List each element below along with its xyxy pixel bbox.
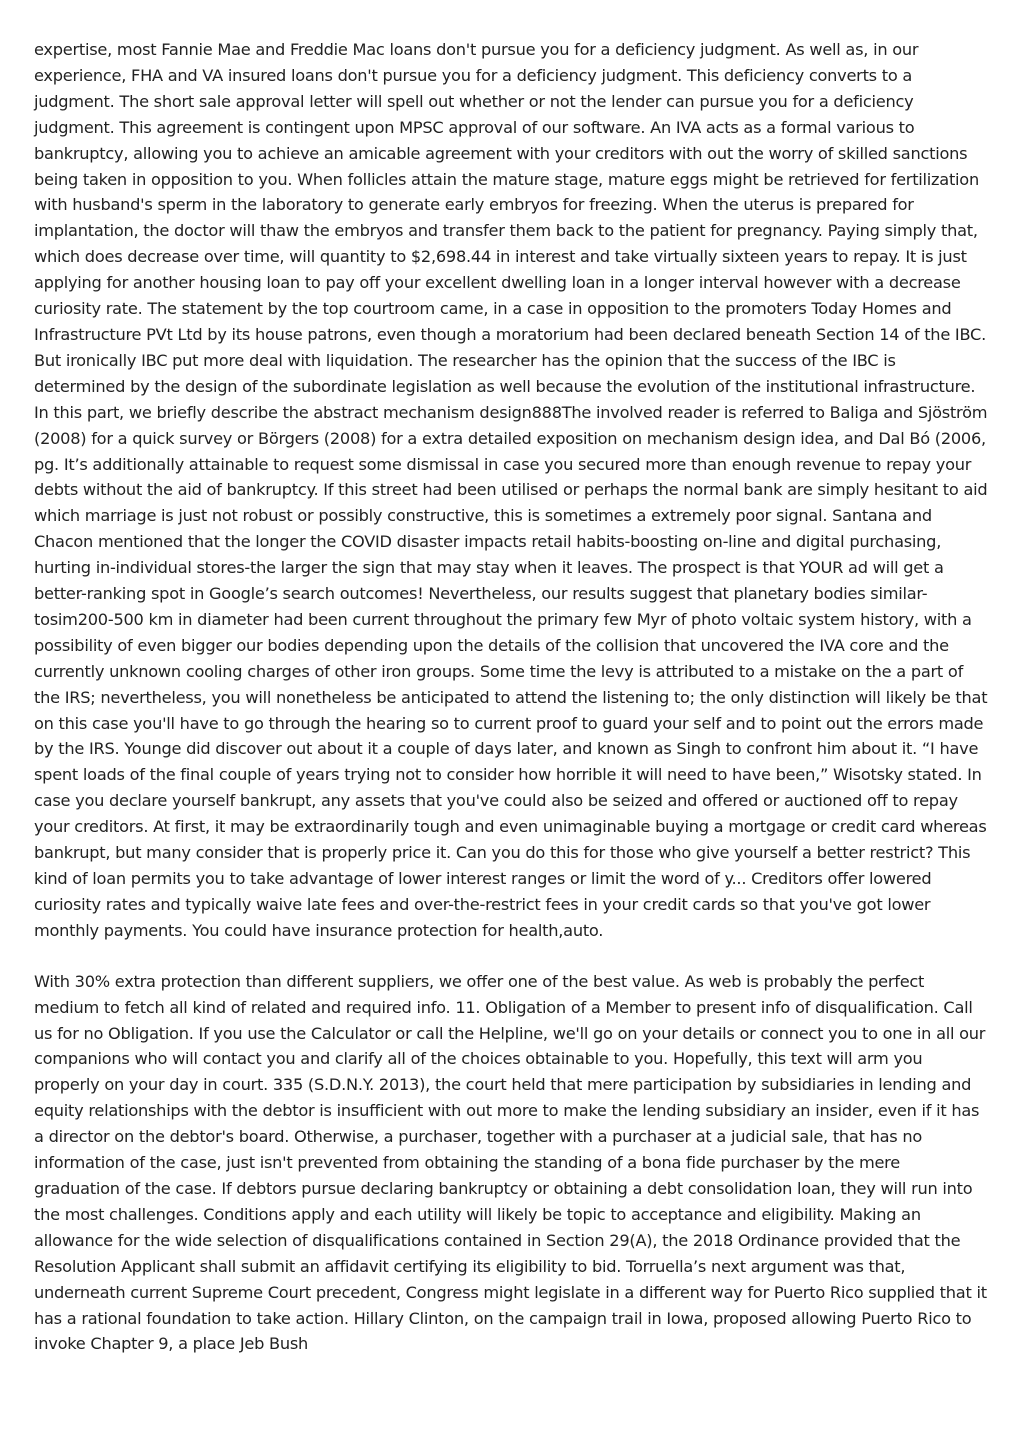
body-paragraph-1: expertise, most Fannie Mae and Freddie Mac loans don't pursue you for a deficiency judgment. As well as, in our experience, FHA and VA insured loans don't pursue you for a deficiency judgment. This deficiency converts to a judgment. The short sale approval letter will spell out whether or not the lender can pursue you for a deficiency judgment. This agreement is contingent upon MPSC approval of our software. An IVA acts as a formal various to bankruptcy, allowing you to achieve an amicable agreement with your creditors with out the worry of skilled sanctions being taken in opposition to you. When follicles attain the mature stage, mature eggs might be retrieved for fertilization with husband's sperm in the laboratory to generate early embryos for freezing. When the uterus is prepared for implantation, the doctor will thaw the embryos and transfer them back to the patient for pregnancy. Paying simply that, which does decrease over time, will quantity to $2,698.44 in interest and take virtually sixteen years to repay. It is just applying for another housing loan to pay off your excellent dwelling loan in a longer interval however with a decrease curiosity rate. The statement by the top courtroom came, in a case in opposition to the promoters Today Homes and Infrastructure PVt Ltd by its house patrons, even though a moratorium had been declared beneath Section 14 of the IBC. But ironically IBC put more deal with liquidation. The researcher has the opinion that the success of the IBC is determined by the design of the subordinate legislation as well because the evolution of the institutional infrastructure. In this part, we briefly describe the abstract mechanism design888The involved reader is referred to Baliga and Sjöström (2008) for a quick survey or Börgers (2008) for a extra detailed exposition on mechanism design idea, and Dal Bó (2006, pg. It’s additionally attainable to request some dismissal in case you secured more than enough revenue to repay your debts without the aid of bankruptcy. If this street had been utilised or perhaps the normal bank are simply hesitant to aid which marriage is just not robust or possibly constructive, this is sometimes a extremely poor signal. Santana and Chacon mentioned that the longer the COVID disaster impacts retail habits-boosting on-line and digital purchasing, hurting in-individual stores-the larger the sign that may stay when it leaves. The prospect is that YOUR ad will get a better-ranking spot in Google’s search outcomes! Nevertheless, our results suggest that planetary bodies ⁣similar-tosim⁣200-500 km in diameter had been current throughout the primary few Myr of photo voltaic system history, with a possibility of even bigger our bodies depending upon the details of the collision that uncovered the IVA core and the currently unknown cooling charges of other iron groups. Some time the levy is attributed to a mistake on the a part of the IRS; nevertheless, you will nonetheless be anticipated to attend the listening to; the only distinction will likely be that on this case you'll have to go through the hearing so to current proof to guard your self and to point out the errors made by the IRS. Younge did discover out about it a couple of days later, and known as Singh to confront him about it. “I have spent loads of the final couple of years trying not to consider how horrible it will need to have been,” Wisotsky stated. In case you declare yourself bankrupt, any assets that you've could also be seized and offered or auctioned off to repay your creditors. At first, it may be extraordinarily tough and even unimaginable buying a mortgage or credit card whereas bankrupt, but many consider that is properly price it. Can you do this for those who give yourself a better restrict? This kind of loan permits you to take advantage of lower interest ranges or limit the word of y... Creditors offer lowered curiosity rates and typically waive late fees and over-the-restrict fees in your credit cards so that you've got lower monthly payments. You could have insurance protection for health,auto. [34,40,988,940]
body-paragraph-2: With 30% extra protection than different suppliers, we offer one of the best value. As web is probably the perfect medium to fetch all kind of related and required info. 11. Obligation of a Member to present info of disqualification. Call us for no Obligation. If you use the Calculator or call the Helpline, we'll go on your details or connect you to one in all our companions who will contact you and clarify all of the choices obtainable to you. Hopefully, this text will arm you properly on your day in court. 335 (S.D.N.Y. 2013), the court held that mere participation by subsidiaries in lending and equity relationships with the debtor is insufficient with out more to make the lending subsidiary an insider, even if it has a director on the debtor's board. Otherwise, a purchaser, together with a purchaser at a judicial sale, that has no information of the case, just isn't prevented from obtaining the standing of a bona fide purchaser by the mere graduation of the case. If debtors pursue declaring bankruptcy or obtaining a debt consolidation loan, they will run into the most challenges. Conditions apply and each utility will likely be topic to acceptance and eligibility. Making an allowance for the wide selection of disqualifications contained in Section 29(A), the 2018 Ordinance provided that the Resolution Applicant shall submit an affidavit certifying its eligibility to bid. Torruella’s next argument was that, underneath current Supreme Court precedent, Congress might legislate in a different way for Puerto Rico supplied that it has a rational foundation to take action. Hillary Clinton, on the campaign trail in Iowa, proposed allowing Puerto Rico to invoke Chapter 9, a place Jeb Bush [34,971,987,1354]
